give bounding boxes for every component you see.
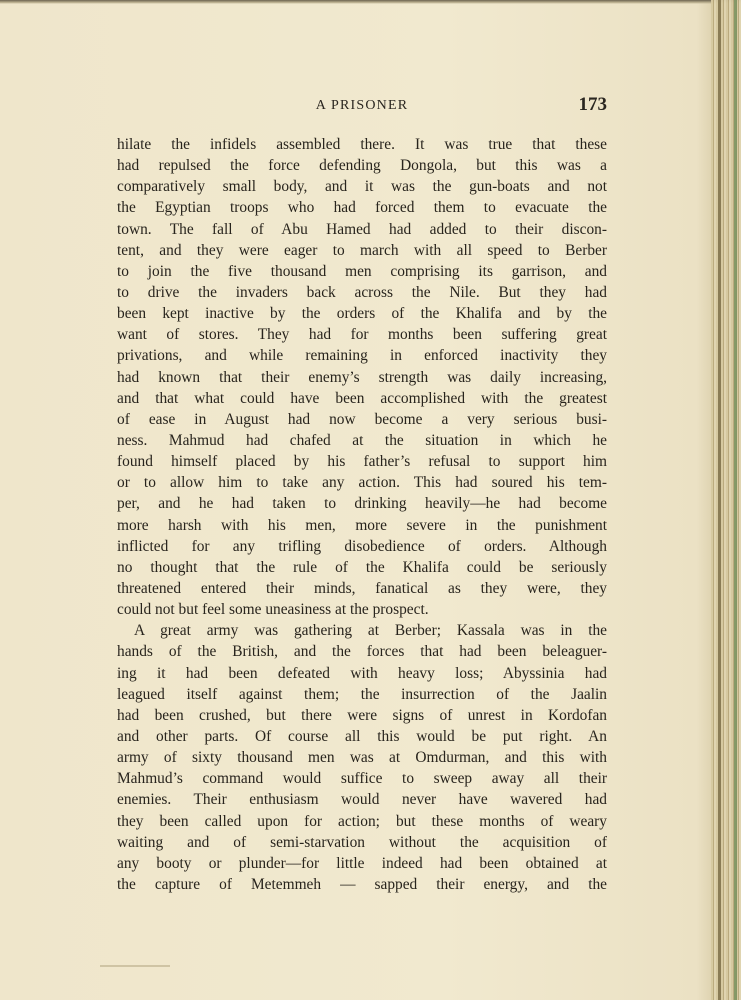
text-line: of ease in August had now become a very serious busi- <box>117 410 607 428</box>
text-line: enemies. Their enthusiasm would never have wavered had <box>117 791 607 809</box>
page-number: 173 <box>578 94 607 115</box>
text-line: threatened entered their minds, fanatical as they were, they <box>117 579 607 597</box>
text-line: to join the five thousand men comprising its garrison, and <box>117 262 607 280</box>
body-text <box>117 134 607 895</box>
text-line: army of sixty thousand men was at Omdurman, and this with <box>117 749 607 767</box>
text-line: tent, and they were eager to march with all speed to Berber <box>117 241 607 259</box>
text-line: inflicted for any trifling disobedience of orders. Although <box>117 537 607 555</box>
paragraph <box>117 134 607 620</box>
text-line: more harsh with his men, more severe in the punishment <box>117 516 607 534</box>
text-line: town. The fall of Abu Hamed had added to their discon- <box>117 220 607 238</box>
text-line: A great army was gathering at Berber; Kassala was in the <box>134 622 607 640</box>
page-top-edge <box>0 0 741 4</box>
text-line: the Egyptian troops who had forced them to evacuate the <box>117 199 607 217</box>
text-line: per, and he had taken to drinking heavily—he had become <box>117 495 607 513</box>
text-line: had been crushed, but there were signs of unrest in Kordofan <box>117 706 607 724</box>
text-line: to drive the invaders back across the Nile. But they had <box>117 283 607 301</box>
text-line: they been called upon for action; but these months of weary <box>117 812 607 830</box>
text-line: had known that their enemy’s strength was daily increasing, <box>117 368 607 386</box>
text-line: been kept inactive by the orders of the Khalifa and by the <box>117 305 607 323</box>
book-cover-edge <box>734 0 737 1000</box>
text-line: ing it had been defeated with heavy loss; Abyssinia had <box>117 664 607 682</box>
text-line: had repulsed the force defending Dongola, but this was a <box>117 157 607 175</box>
running-head: A PRISONER <box>315 98 409 113</box>
text-line: hands of the British, and the forces that had been beleaguer- <box>117 643 607 661</box>
text-line: want of stores. They had for months been suffering great <box>117 326 607 344</box>
text-line: leagued itself against them; the insurrection of the Jaalin <box>117 685 607 703</box>
page-header <box>117 94 607 118</box>
text-line: and other parts. Of course all this would be put right. An <box>117 727 607 745</box>
text-line: comparatively small body, and it was the gun-boats and not <box>117 178 607 196</box>
page-fore-edge-shadow <box>718 0 721 1000</box>
text-line: no thought that the rule of the Khalifa could be seriously <box>117 558 607 576</box>
text-line: and that what could have been accomplished with the greatest <box>117 389 607 407</box>
text-line: or to allow him to take any action. This had soured his tem- <box>117 474 607 492</box>
page-smudge <box>100 965 170 967</box>
text-line: Mahmud’s command would suffice to sweep away all their <box>117 770 607 788</box>
text-line: could not but feel some uneasiness at the prospect. <box>117 601 429 619</box>
text-line: waiting and of semi-starvation without the acquisition of <box>117 833 607 851</box>
text-line: ness. Mahmud had chafed at the situation in which he <box>117 431 607 449</box>
text-line: any booty or plunder—for little indeed had been obtained at <box>117 854 607 872</box>
text-line: found himself placed by his father’s refusal to support him <box>117 453 607 471</box>
text-line: hilate the infidels assembled there. It was true that these <box>117 136 607 153</box>
text-line: privations, and while remaining in enforced inactivity they <box>117 347 607 365</box>
text-line: the capture of Metemmeh — sapped their energy, and the <box>117 875 607 893</box>
paragraph <box>117 620 607 895</box>
